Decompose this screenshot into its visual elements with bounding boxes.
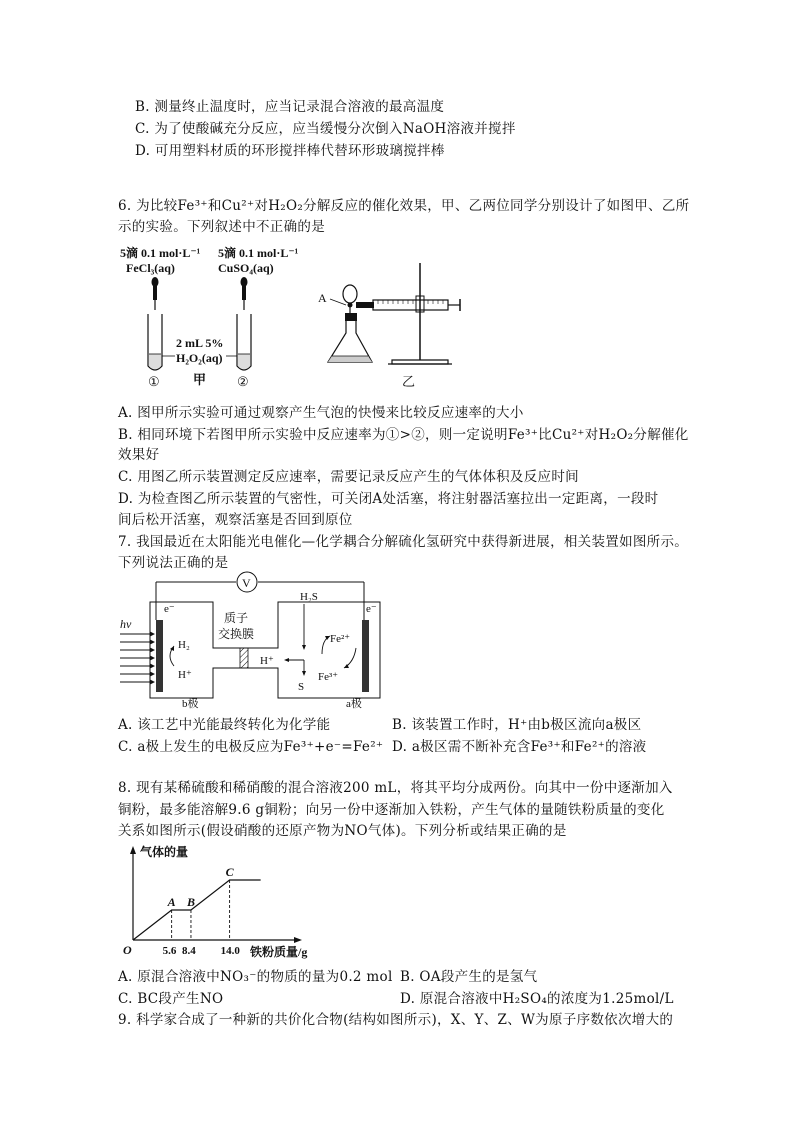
dropper-1 [152,277,159,310]
chart-point-label-1: A [167,895,176,909]
electrode-a [362,620,369,692]
q8-option-a: A. 原混合溶液中NO₃⁻的物质的量为0.2 mol [118,969,393,985]
q6-option-b-line2: 效果好 [118,447,160,463]
q7-stem-line1: 7. 我国最近在太阳能光电催化—化学耦合分解硫化氢研究中获得新进展，相关装置如图所示。 [118,534,689,550]
membrane-label-line1: 质子 [224,611,249,625]
q8-option-d: D. 原混合溶液中H₂SO₄的浓度为1.25mol/L [400,991,674,1007]
q8-option-b: B. OA段产生的是氢气 [400,969,538,985]
q6-stem-line2: 示的实验。下列叙述中不正确的是 [118,219,325,235]
q6-stem-line1: 6. 为比较Fe³⁺和Cu²⁺对H₂O₂分解反应的催化效果，甲、乙两位同学分别设计了如图甲、乙所 [118,198,690,214]
chart-ylabel: 气体的量 [140,845,189,859]
tube-2-label: ② [237,374,249,389]
fe2-label: Fe²⁺ [330,633,351,645]
chart-point-label-2: B [186,895,195,909]
voltmeter-label: V [242,576,251,590]
q7-stem-line2: 下列说法正确的是 [118,555,229,571]
chart-xtick-1: 5.6 [162,945,177,957]
jia-drop1-line1: 5滴 0.1 mol·L⁻¹ [120,246,201,260]
q6-option-c: C. 用图乙所示装置测定反应速率，需要记录反应产生的气体体积及反应时间 [118,469,579,485]
s-label: S [298,681,305,693]
hplus-mid-label: H⁺ [260,655,274,667]
q5-option-d: D. 可用塑料材质的环形搅拌棒代替环形玻璃搅拌棒 [135,143,445,159]
e-left-label: e⁻ [164,603,175,615]
electrode-b [156,620,163,692]
q8-option-c: C. BC段产生NO [118,991,224,1007]
b-electrode-label: b极 [182,698,199,710]
q7-option-d: D. a极区需不断补充含Fe³⁺和Fe²⁺的溶液 [392,739,647,755]
jia-label: 甲 [193,372,207,387]
q6-option-d-line1: D. 为检查图乙所示装置的气密性，可关闭A处活塞，将注射器活塞拉出一定距离，一段时 [118,491,659,507]
dropper-2 [241,277,248,310]
hplus-left-label: H⁺ [178,669,192,681]
jia-drop1-line2: FeCl₃(aq) [126,261,175,275]
q6-option-a: A. 图甲所示实验可通过观察产生气泡的快慢来比较反应速率的大小 [118,405,524,421]
jia-drop2-line2: CuSO₄(aq) [218,261,274,275]
a-electrode-label: a极 [346,698,362,710]
jia-solution-line2: H₂O₂(aq) [176,351,223,365]
jia-solution-line1: 2 mL 5% [176,336,224,350]
h2-label: H₂ [178,639,190,651]
q7-electrolysis-figure [118,570,398,710]
q7-option-c: C. a极上发生的电极反应为Fe³⁺+e⁻=Fe²⁺ [118,739,384,755]
h2s-label: H₂S [300,591,318,603]
q9-stem-line1: 9. 科学家合成了一种新的共价化合物(结构如图所示)，X、Y、Z、W为原子序数依次增大的 [118,1012,674,1028]
q6-figure-yi [318,258,468,393]
q8-stem-line1: 8. 现有某稀硫酸和稀硝酸的混合溶液200 mL，将其平均分成两份。向其中一份中逐渐加入 [118,780,673,796]
fe3-label: Fe³⁺ [318,671,339,683]
q7-option-b: B. 该装置工作时，H⁺由b极区流向a极区 [392,717,642,733]
q8-gas-volume-chart [118,842,328,962]
q8-stem-line2: 铜粉，最多能溶解9.6 g铜粉；向另一份中逐渐加入铁粉，产生气体的量随铁粉质量的变化 [118,802,665,818]
chart-origin-label: O [123,943,132,957]
membrane-label-line2: 交换膜 [218,627,255,641]
yi-label: 乙 [402,374,416,389]
e-right-label: e⁻ [366,603,377,615]
chart-xtick-2: 8.4 [181,945,196,957]
chart-point-label-3: C [225,865,234,879]
jia-drop2-line1: 5滴 0.1 mol·L⁻¹ [218,246,299,260]
q8-stem-line3: 关系如图所示(假设硝酸的还原产物为NO气体)。下列分析或结果正确的是 [118,823,567,839]
q5-option-b: B. 测量终止温度时，应当记录混合溶液的最高温度 [135,99,445,115]
chart-xtick-3: 14.0 [220,945,240,957]
q5-option-c: C. 为了使酸碱充分反应，应当缓慢分次倒入NaOH溶液并搅拌 [135,121,516,137]
valve-a-label: A [318,291,327,305]
q6-option-d-line2: 间后松开活塞，观察活塞是否回到原位 [118,512,353,528]
light-label: hν [120,617,132,631]
chart-series-line [133,880,261,940]
q7-option-a: A. 该工艺中光能最终转化为化学能 [118,717,331,733]
q6-figure-jia [118,244,318,392]
tube-1-label: ① [148,374,160,389]
q6-option-b-line1: B. 相同环境下若图甲所示实验中反应速率为①>②，则一定说明Fe³⁺比Cu²⁺对H₂O₂分解催化 [118,427,689,443]
chart-xlabel: 铁粉质量/g [250,945,308,959]
